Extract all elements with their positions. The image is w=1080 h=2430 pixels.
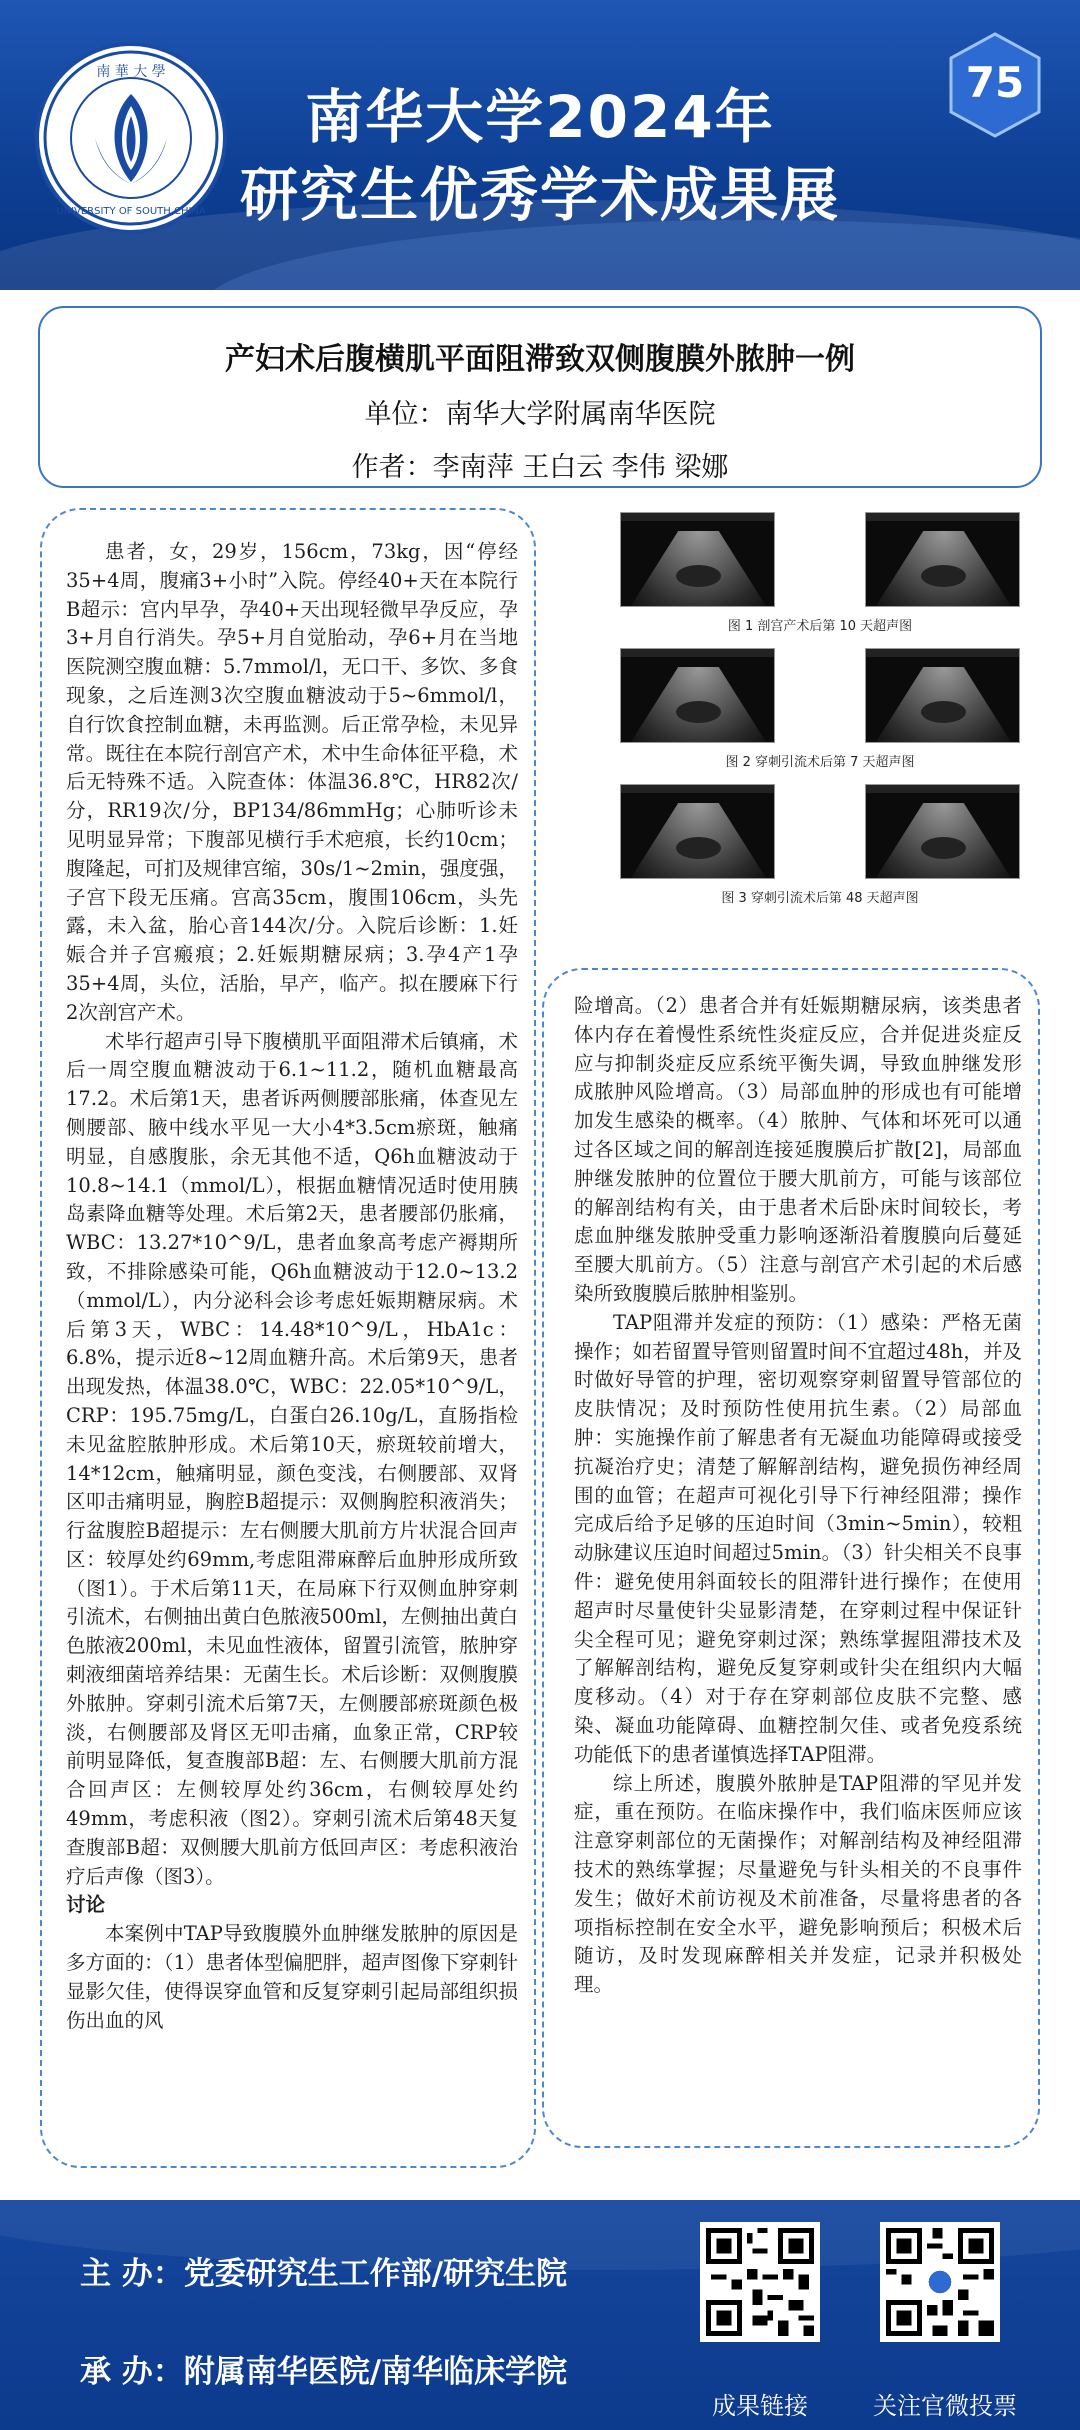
co-organizer-text: 承 办：附属南华医院/南华临床学院 (80, 2354, 568, 2390)
svg-text:南 華 大 學: 南 華 大 學 (96, 64, 166, 80)
footer-banner (0, 2200, 1080, 2430)
discussion-paragraph-continued: 险增高。（2）患者合并有妊娠期糖尿病，该类患者体内存在着慢性系统性炎症反应，合并促进炎症反应与抑制炎症反应系统平衡失调，导致血肿继发形成脓肿风险增高。（3）局部血肿的形成也有可能增加发生感染的概率。（4）脓肿、气体和坏死可以通过各区域之间的解剖连接延腹膜后扩散[2]，局部血肿继发脓肿的位置位于腰大肌前方，可能与该部位的解剖结构有关，由于患者术后卧床时间较长，考虑血肿继发脓肿受重力影响逐渐沿着腹膜向后蔓延至腰大肌前方。（5）注意与剖宫产术引起的术后感染所致腹膜后脓肿相鉴别。 (574, 994, 1022, 1305)
paper-authors: 作者：李南萍 王白云 李伟 梁娜 (351, 452, 729, 483)
qr-code-achievement-link[interactable] (700, 2222, 820, 2342)
ultrasound-image (865, 784, 1020, 879)
ultrasound-image (865, 648, 1020, 743)
organizer-text: 主 办：党委研究生工作部/研究生院 (80, 2256, 568, 2292)
ultrasound-image (620, 648, 775, 743)
case-paragraph-2: 术毕行超声引导下腹横肌平面阻滞术后镇痛，术后一周空腹血糖波动于6.1~11.2，随机血糖最高17.2。术后第1天，患者诉两侧腰部胀痛，体查见左侧腰部、腋中线水平见一大小4*3.5cm瘀斑，触痛明显，自感腹胀，余无其他不适，Q6h血糖波动于10.8~14.1（mmol/L），根据血糖情况适时使用胰岛素降血糖等处理。术后第2天，患者腰部仍胀痛，WBC：13.27*10^9/L，患者血象高考虑产褥期所致，不排除感染可能，Q6h血糖波动于12.0~13.2（mmol/L），内分泌科会诊考虑妊娠期糖尿病。术后第3天，WBC：14.48*10^9/L，HbA1c：6.8%，提示近8~12周血糖升高。术后第9天，患者出现发热，体温38.0℃，WBC：22.05*10^9/L，CRP：195.75mg/L，白蛋白26.10g/L，直肠指检未见盆腔脓肿形成。术后第10天，瘀斑较前增大，14*12cm，触痛明显，颜色变浅，右侧腰部、双肾区叩击痛明显，胸腔B超提示：双侧胸腔积液消失；行盆腹腔B超提示：左右侧腰大肌前方片状混合回声区：较厚处约69mm,考虑阻滞麻醉后血肿形成所致（图1）。于术后第11天，在局麻下行双侧血肿穿刺引流术，右侧抽出黄白色脓液500ml，左侧抽出黄白色脓液200ml，未见血性液体，留置引流管，脓肿穿刺液细菌培养结果：无菌生长。术后诊断：双侧腹膜外脓肿。穿刺引流术后第7天，左侧腰部瘀斑颜色极淡，右侧腰部及肾区无叩击痛，血象正常，CRP较前明显降低，复查腹部B超：左、右侧腰大肌前方混合回声区：左侧较厚处约36cm，右侧较厚处约49mm，考虑积液（图2）。穿刺引流术后第48天复查腹部B超：双侧腰大肌前方低回声区：考虑积液治疗后声像（图3）。 (66, 1029, 518, 1888)
figure-3-caption: 图 3 穿刺引流术后第 48 天超声图 (721, 891, 919, 906)
discussion-heading: 讨论 (66, 1893, 106, 1917)
university-logo (35, 42, 227, 234)
svg-text:UNIVERSITY OF SOUTH CHINA: UNIVERSITY OF SOUTH CHINA (56, 206, 206, 217)
right-text-column (542, 968, 1040, 2148)
number-badge (945, 30, 1045, 140)
ultrasound-image (620, 512, 775, 607)
case-paragraph-1: 患者，女，29岁，156cm，73kg，因“停经35+4周，腹痛3+小时”入院。停经40+天在本院行B超示：宫内早孕，孕40+天出现轻微早孕反应，孕3+月自行消失。孕5+月自觉胎动，孕6+月在当地医院测空腹血糖：5.7mmol/l，无口干、多饮、多食现象，之后连测3次空腹血糖波动于5~6mmol/l，自行饮食控制血糖，未再监测。后正常孕检，未见异常。既往在本院行剖宫产术，术中生命体征平稳，术后无特殊不适。入院查体：体温36.8℃，HR82次/分，RR19次/分，BP134/86mmHg；心肺听诊未见明显异常；下腹部见横行手术疤痕，长约10cm；腹隆起，可扪及规律宫缩，30s/1~2min，强度强，子宫下段无压痛。宫高35cm，腹围106cm，头先露，未入盆，胎心音144次/分。入院后诊断：1.妊娠合并子宫瘢痕；2.妊娠期糖尿病；3.孕4产1孕35+4周，头位，活胎，早产，临产。拟在腰麻下行2次剖宫产术。 (66, 540, 518, 1024)
paper-unit: 单位：南华大学附属南华医院 (364, 399, 716, 430)
left-text-column (40, 508, 536, 2168)
badge-number: 75 (965, 58, 1025, 107)
figure-1-caption: 图 1 剖宫产术后第 10 天超声图 (727, 619, 913, 634)
ultrasound-image (865, 512, 1020, 607)
paper-info-box (38, 306, 1042, 488)
ultrasound-image (620, 784, 775, 879)
qr-code-official-account[interactable] (880, 2222, 1000, 2342)
figures-panel (620, 512, 1020, 920)
banner-title-line1: 南华大学2024年 (305, 83, 775, 151)
conclusion-paragraph: 综上所述，腹膜外脓肿是TAP阻滞的罕见并发症，重在预防。在临床操作中，我们临床医师应该注意穿刺部位的无菌操作；对解剖结构及神经阻滞技术的熟练掌握；尽量避免与针头相关的不良事件发生；做好术前访视及术前准备，尽量将患者的各项指标控制在安全水平，避免影响预后；积极术后随访，及时发现麻醉相关并发症，记录并积极处理。 (574, 1771, 1022, 1997)
qr-label-official-account: 关注官微投票 (873, 2392, 1017, 2420)
banner-title-line2: 研究生优秀学术成果展 (240, 161, 841, 229)
qr-label-achievement-link: 成果链接 (712, 2392, 808, 2420)
prevention-paragraph: TAP阻滞并发症的预防：（1）感染：严格无菌操作；如若留置导管则留置时间不宜超过48h，并及时做好导管的护理，密切观察穿刺留置导管部位的皮肤情况；及时预防性使用抗生素。（2）局部血肿：实施操作前了解患者有无凝血功能障碍或接受抗凝治疗史；清楚了解解剖结构，避免损伤神经周围的血管；在超声可视化引导下行神经阻滞；操作完成后给予足够的压迫时间（3min~5min），较粗动脉建议压迫时间超过5min。（3）针尖相关不良事件：避免使用斜面较长的阻滞针进行操作；在使用超声时尽量使针尖显影清楚，在穿刺过程中保证针尖全程可见；避免穿刺过深；熟练掌握阻滞技术及了解解剖结构，避免反复穿刺或针尖在组织内大幅度移动。（4）对于存在穿刺部位皮肤不完整、感染、凝血功能障碍、血糖控制欠佳、或者免疫系统功能低下的患者谨慎选择TAP阻滞。 (574, 1310, 1022, 1766)
header-banner (0, 0, 1080, 290)
paper-title: 产妇术后腹横肌平面阻滞致双侧腹膜外脓肿一例 (225, 342, 855, 377)
figure-2-caption: 图 2 穿刺引流术后第 7 天超声图 (725, 755, 915, 770)
discussion-paragraph-1: 本案例中TAP导致腹膜外血肿继发脓肿的原因是多方面的：（1）患者体型偏肥胖，超声图像下穿刺针显影欠佳，使得误穿血管和反复穿刺引起局部组织损伤出血的风 (66, 1922, 518, 2032)
